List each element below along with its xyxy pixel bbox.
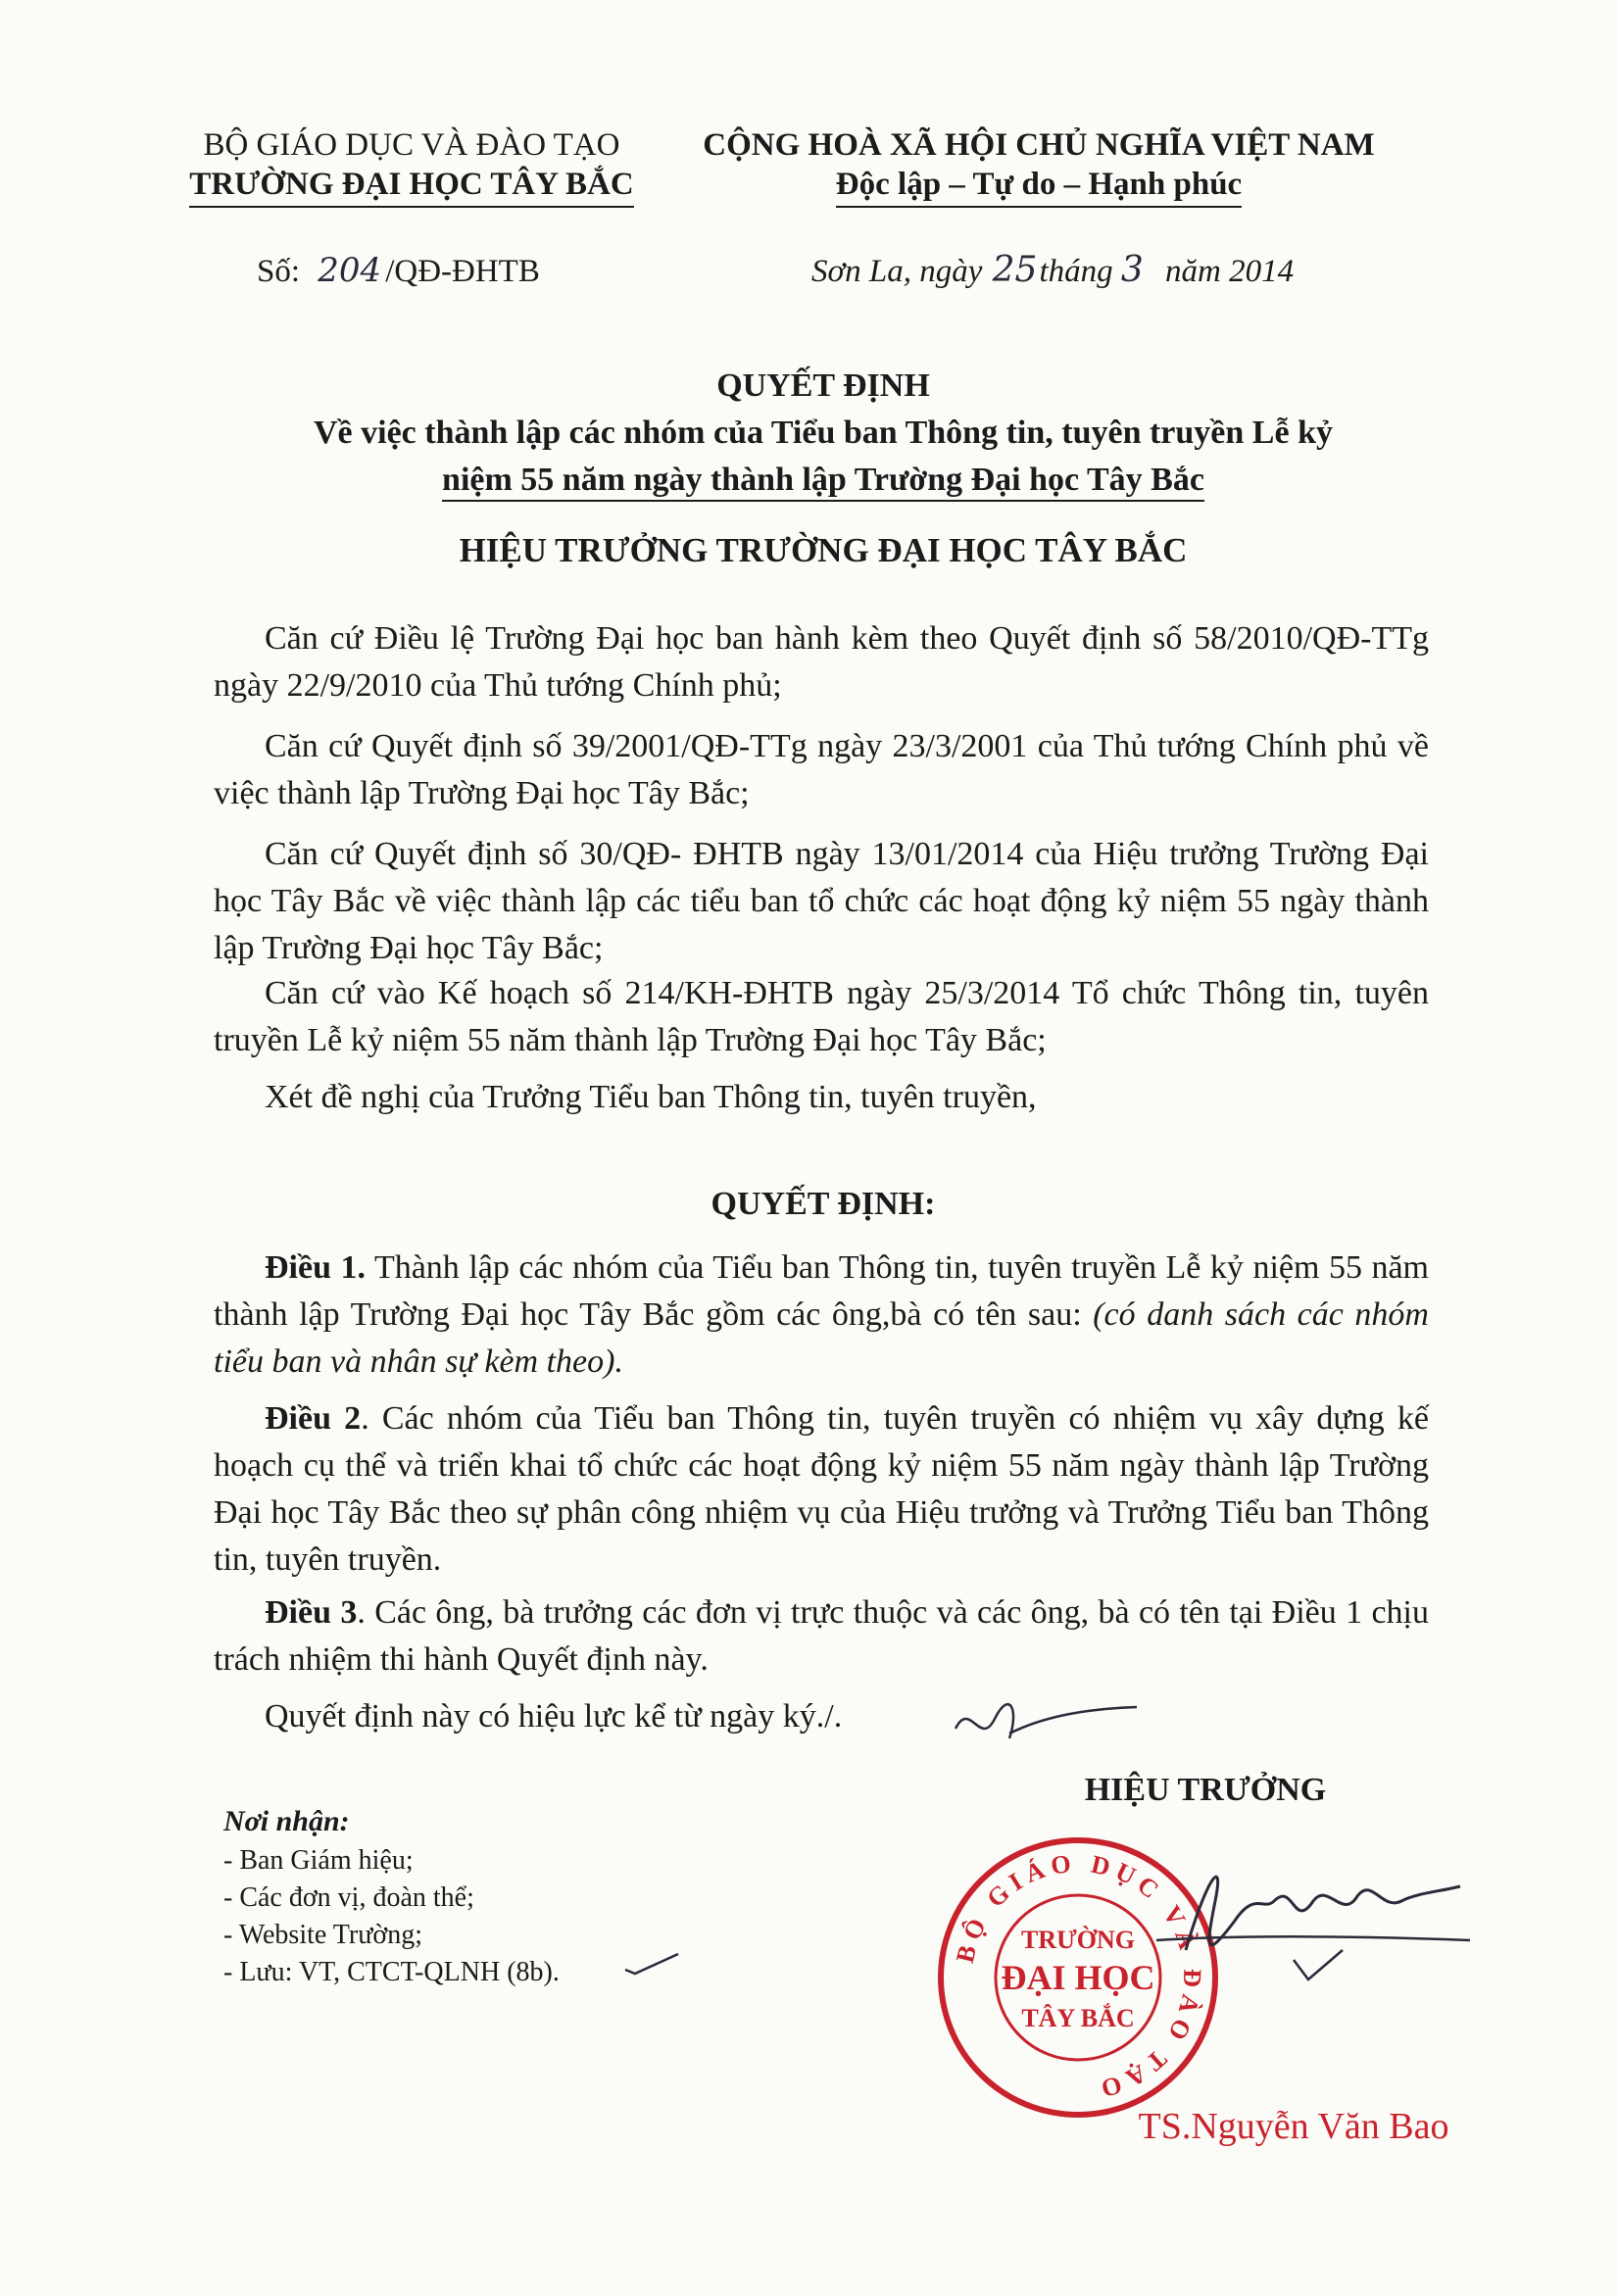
article-1-text: Thành lập các nhóm của Tiểu ban Thông tin, tuyên truyền Lễ kỷ niệm 55 năm thành lập Trường Đại học Tây Bắc gồm các ông,bà có tên sau: bbox=[214, 1249, 1430, 1333]
date-day: 25 bbox=[992, 250, 1038, 290]
ministry-name: BỘ GIÁO DỤC VÀ ĐÀO TẠO bbox=[203, 127, 620, 163]
article-1 bbox=[214, 1245, 1429, 1386]
header-left bbox=[157, 125, 666, 208]
recipients-heading: Nơi nhận: bbox=[223, 1805, 350, 1837]
date-month-label: tháng bbox=[1039, 254, 1113, 289]
article-2-label: Điều 2 bbox=[265, 1400, 362, 1437]
decision-heading: QUYẾT ĐỊNH: bbox=[710, 1186, 936, 1222]
signature-role: HIỆU TRƯỞNG bbox=[1084, 1772, 1327, 1808]
recipient-2: - Các đơn vị, đoàn thể; bbox=[223, 1882, 474, 1913]
article-1-label: Điều 1. bbox=[265, 1249, 367, 1286]
document-number bbox=[257, 251, 540, 291]
seal-ring-text: BỘ GIÁO DỤC VÀ ĐÀO TẠO bbox=[950, 1848, 1207, 2105]
title-block bbox=[196, 363, 1450, 504]
recipient-1: - Ban Giám hiệu; bbox=[223, 1845, 414, 1876]
signer-name: TS.Nguyễn Văn Bao bbox=[1138, 2106, 1449, 2147]
effective-clause: Quyết định này có hiệu lực kể từ ngày ký./. bbox=[265, 1698, 843, 1734]
national-motto: Độc lập – Tự do – Hạnh phúc bbox=[686, 165, 1392, 208]
number-suffix: /QĐ-ĐHTB bbox=[385, 254, 540, 289]
preamble-3: Căn cứ Quyết định số 30/QĐ- ĐHTB ngày 13/01/2014 của Hiệu trưởng Trường Đại học Tây Bắc về việc thành lập các tiểu ban tổ chức các hoạt động kỷ niệm 55 ngày thành lập Trường Đại học Tây Bắc; bbox=[214, 836, 1429, 966]
seal-line-2: ĐẠI HỌC bbox=[1001, 1958, 1155, 1997]
article-2-text: . Các nhóm của Tiểu ban Thông tin, tuyên truyền có nhiệm vụ xây dựng kế hoạch cụ thể và triển khai tổ chức các hoạt động kỷ niệm 55 năm ngày thành lập Trường Đại học Tây Bắc theo sự phân công nhiệm vụ của Hiệu trưởng và Trưởng Tiểu ban Thông tin, tuyên truyền. bbox=[214, 1400, 1430, 1578]
title-heading: QUYẾT ĐỊNH bbox=[716, 367, 930, 404]
article-3-text: . Các ông, bà trưởng các đơn vị trực thuộc và các ông, bà có tên tại Điều 1 chịu trách nhiệm thi hành Quyết định này. bbox=[214, 1594, 1429, 1678]
date-month: 3 bbox=[1120, 250, 1144, 290]
country-name: CỘNG HOÀ XÃ HỘI CHỦ NGHĨA VIỆT NAM bbox=[703, 127, 1375, 163]
initial-mark bbox=[951, 1689, 1147, 1758]
recipients-block bbox=[223, 1801, 560, 1991]
article-3-label: Điều 3 bbox=[265, 1594, 358, 1631]
date-year: năm 2014 bbox=[1165, 254, 1295, 289]
seal-line-1: TRƯỜNG bbox=[1020, 1926, 1136, 1954]
header-right bbox=[686, 125, 1392, 208]
recipient-4: - Lưu: VT, CTCT-QLNH (8b). bbox=[223, 1957, 560, 1987]
article-3 bbox=[214, 1589, 1429, 1684]
issuing-authority: HIỆU TRƯỞNG TRƯỜNG ĐẠI HỌC TÂY BẮC bbox=[459, 531, 1188, 569]
article-2 bbox=[214, 1395, 1429, 1584]
preamble-1: Căn cứ Điều lệ Trường Đại học ban hành kèm theo Quyết định số 58/2010/QĐ-TTg ngày 22/9/2010 của Thủ tướng Chính phủ; bbox=[214, 620, 1429, 704]
preamble-4: Căn cứ vào Kế hoạch số 214/KH-ĐHTB ngày 25/3/2014 Tổ chức Thông tin, tuyên truyền Lễ kỷ niệm 55 năm thành lập Trường Đại học Tây Bắc; bbox=[214, 975, 1429, 1058]
number-handwritten: 204 bbox=[318, 251, 382, 290]
handwritten-signature bbox=[1147, 1842, 1470, 1989]
school-name: TRƯỜNG ĐẠI HỌC TÂY BẮC bbox=[157, 165, 666, 208]
title-subject-line1: Về việc thành lập các nhóm của Tiểu ban Thông tin, tuyên truyền Lễ kỷ bbox=[313, 415, 1333, 451]
number-prefix: Số: bbox=[257, 254, 301, 289]
recipient-3: - Website Trường; bbox=[223, 1920, 423, 1950]
seal-line-3: TÂY BẮC bbox=[1021, 2004, 1135, 2032]
date-prefix: Sơn La, ngày bbox=[811, 254, 983, 289]
preamble-5: Xét đề nghị của Trưởng Tiểu ban Thông tin, tuyên truyền, bbox=[265, 1079, 1037, 1115]
document-date bbox=[811, 251, 1294, 291]
recipient-check-mark bbox=[623, 1950, 682, 1979]
article-1-note: (có danh sách các nhóm tiểu ban và nhân sự kèm theo). bbox=[214, 1296, 1429, 1380]
preamble-2: Căn cứ Quyết định số 39/2001/QĐ-TTg ngày 23/3/2001 của Thủ tướng Chính phủ về việc thành lập Trường Đại học Tây Bắc; bbox=[214, 728, 1429, 811]
title-subject-line2: niệm 55 năm ngày thành lập Trường Đại học Tây Bắc bbox=[196, 457, 1450, 504]
